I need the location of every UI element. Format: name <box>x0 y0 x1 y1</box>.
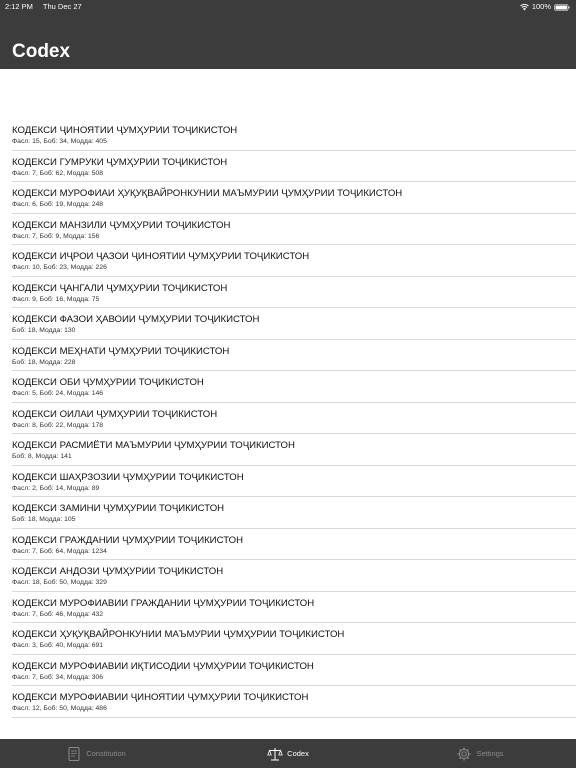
code-title: КОДЕКСИ ЗАМИНИ ҶУМҲУРИИ ТОҶИКИСТОН <box>12 503 225 514</box>
code-subtitle: Фасл: 7, Боб: 9, Модда: 156 <box>12 232 100 240</box>
tab-bar <box>0 739 576 768</box>
code-title: КОДЕКСИ ГРАЖДАНИИ ҶУМҲУРИИ ТОҶИКИСТОН <box>12 534 244 546</box>
tab-label: Codex <box>287 749 309 758</box>
wifi-icon <box>520 4 529 11</box>
code-subtitle: Фасл: 7, Боб: 62, Модда: 508 <box>12 169 104 177</box>
code-subtitle: Фасл: 15, Боб: 34, Модда: 405 <box>12 138 107 145</box>
code-title: КОДЕКСИ АНДОЗИ ҶУМҲУРИИ ТОҶИКИСТОН <box>12 566 224 577</box>
code-title: КОДЕКСИ МУРОФИАВИИ ҶИНОЯТИИ ҶУМҲУРИИ ТОҶИКИСТОН <box>12 692 309 703</box>
code-title: КОДЕКСИ РАСМИЁТИ МАЪМУРИИ ҶУМҲУРИИ ТОҶИКИСТОН <box>12 440 295 451</box>
list-item[interactable] <box>12 214 576 246</box>
list-item[interactable] <box>12 371 576 403</box>
code-subtitle: Фасл: 5, Боб: 24, Модда: 146 <box>12 390 104 397</box>
list-item[interactable] <box>12 623 576 655</box>
code-subtitle: Фасл: 7, Боб: 46, Модда: 432 <box>12 610 104 618</box>
scales-icon <box>267 746 287 762</box>
list-item[interactable] <box>12 340 576 372</box>
code-subtitle: Фасл: 9, Боб: 16, Модда: 75 <box>12 295 100 303</box>
code-subtitle: Фасл: 10, Боб: 23, Модда: 226 <box>12 264 107 271</box>
code-subtitle: Фасл: 12, Боб: 50, Модда: 486 <box>12 705 107 712</box>
status-time: 2:12 PM <box>5 2 33 11</box>
tab-settings[interactable] <box>384 739 576 768</box>
code-title: КОДЕКСИ МЕҲНАТИ ҶУМҲУРИИ ТОҶИКИСТОН <box>12 345 230 357</box>
tab-constitution[interactable] <box>0 739 192 768</box>
code-title: КОДЕКСИ МУРОФИАВИИ ИҚТИСОДИИ ҶУМҲУРИИ ТОҶИКИСТОН <box>12 660 314 672</box>
code-title: КОДЕКСИ ШАҲРЗОЗИИ ҶУМҲУРИИ ТОҶИКИСТОН <box>12 471 244 483</box>
code-subtitle: Фасл: 8, Боб: 22, Модда: 178 <box>12 421 104 429</box>
list-item[interactable] <box>12 560 576 592</box>
tab-codex[interactable] <box>192 739 384 768</box>
code-title: КОДЕКСИ ОИЛАИ ҶУМҲУРИИ ТОҶИКИСТОН <box>12 408 218 420</box>
code-title: КОДЕКСИ ГУМРУКИ ҶУМҲУРИИ ТОҶИКИСТОН <box>12 156 228 168</box>
code-subtitle: Фасл: 7, Боб: 64, Модда: 1234 <box>12 547 107 555</box>
list-item[interactable] <box>12 655 576 687</box>
tab-label: Constitution <box>86 749 126 758</box>
gear-icon <box>456 746 476 762</box>
code-title: КОДЕКСИ МУРОФИАВИИ ГРАЖДАНИИ ҶУМҲУРИИ ТОҶИКИСТОН <box>12 597 315 609</box>
code-title: КОДЕКСИ ИҶРОИ ҶАЗОИ ҶИНОЯТИИ ҶУМҲУРИИ ТОҶИКИСТОН <box>12 251 310 262</box>
page-title: Codex <box>12 41 71 62</box>
code-subtitle: Фасл: 6, Боб: 19, Модда: 248 <box>12 201 104 208</box>
code-title: КОДЕКСИ ОБИ ҶУМҲУРИИ ТОҶИКИСТОН <box>12 377 204 388</box>
list-item[interactable] <box>12 182 576 214</box>
code-subtitle: Боб: 18, Модда: 130 <box>12 327 76 334</box>
navigation-bar <box>0 14 576 69</box>
code-title: КОДЕКСИ ҶАНГАЛИ ҶУМҲУРИИ ТОҶИКИСТОН <box>12 282 228 294</box>
list-item[interactable] <box>12 151 576 183</box>
battery-icon <box>554 4 570 11</box>
status-left <box>5 0 90 14</box>
code-subtitle: Боб: 8, Модда: 141 <box>12 453 72 460</box>
battery-percent: 100% <box>531 2 551 11</box>
code-title: КОДЕКСИ МУРОФИАИ ҲУҚУҚВАЙРОНКУНИИ МАЪМУРИИ ҶУМҲУРИИ ТОҶИКИСТОН <box>12 188 403 199</box>
code-title: КОДЕКСИ ФАЗОИ ҲАВОИИ ҶУМҲУРИИ ТОҶИКИСТОН <box>12 314 260 325</box>
document-icon <box>66 746 86 762</box>
list-item[interactable] <box>12 119 576 151</box>
status-date: Thu Dec 27 <box>42 2 82 11</box>
code-subtitle: Фасл: 18, Боб: 50, Модда: 329 <box>12 579 107 586</box>
status-right <box>520 0 570 14</box>
list-item[interactable] <box>12 308 576 340</box>
code-subtitle: Боб: 18, Модда: 105 <box>12 516 76 523</box>
list-item[interactable] <box>12 592 576 624</box>
list-item[interactable] <box>12 403 576 435</box>
list-item[interactable] <box>12 497 576 529</box>
list-item[interactable] <box>12 245 576 277</box>
list-item[interactable] <box>12 686 576 718</box>
codex-list <box>0 119 576 718</box>
list-item[interactable] <box>12 434 576 466</box>
code-subtitle: Боб: 18, Модда: 228 <box>12 358 76 366</box>
code-title: КОДЕКСИ ҲУҚУҚВАЙРОНКУНИИ МАЪМУРИИ ҶУМҲУРИИ ТОҶИКИСТОН <box>12 629 345 640</box>
code-subtitle: Фасл: 3, Боб: 40, Модда: 691 <box>12 642 104 649</box>
code-title: КОДЕКСИ ҶИНОЯТИИ ҶУМҲУРИИ ТОҶИКИСТОН <box>12 125 238 136</box>
code-title: КОДЕКСИ МАНЗИЛИ ҶУМҲУРИИ ТОҶИКИСТОН <box>12 219 231 231</box>
status-bar <box>0 0 576 14</box>
list-item[interactable] <box>12 529 576 561</box>
list-item[interactable] <box>12 466 576 498</box>
list-item[interactable] <box>12 277 576 309</box>
code-subtitle: Фасл: 2, Боб: 14, Модда: 89 <box>12 484 100 492</box>
tab-label: Settings <box>476 749 504 758</box>
code-subtitle: Фасл: 7, Боб: 34, Модда: 306 <box>12 673 104 681</box>
